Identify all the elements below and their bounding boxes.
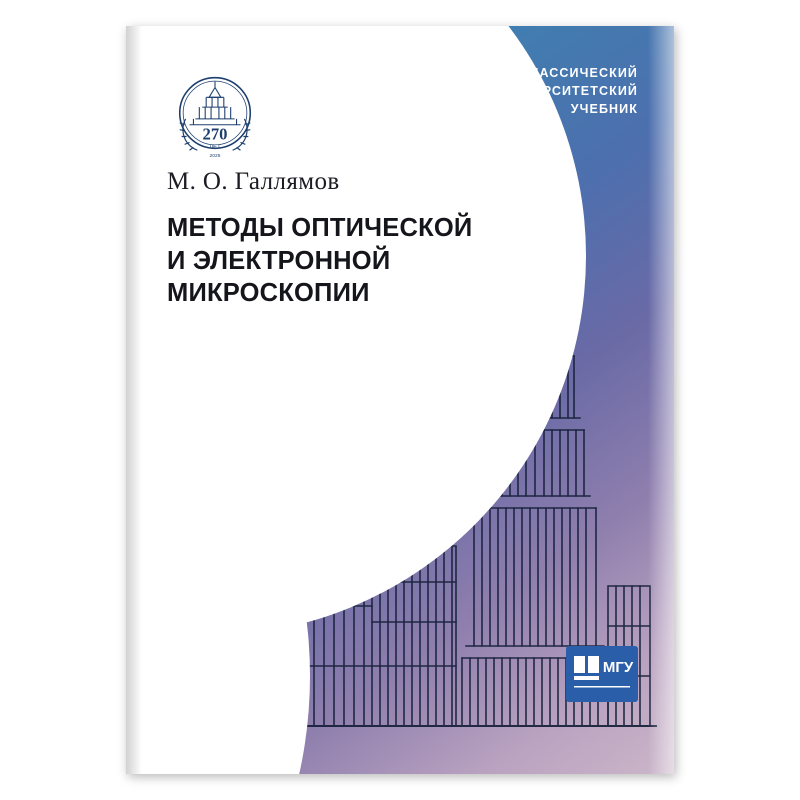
msu-270-anniversary-emblem bbox=[166, 64, 264, 162]
emblem-year: 2025 bbox=[209, 154, 221, 160]
msu-publishing-house-logo bbox=[566, 646, 638, 702]
emblem-sub: ЛЕТ bbox=[209, 144, 221, 151]
title-line-3: МИКРОСКОПИИ bbox=[167, 279, 370, 308]
author-name: М. О. Галлямов bbox=[167, 168, 340, 195]
emblem-number: 270 bbox=[202, 124, 228, 144]
series-label bbox=[494, 64, 638, 118]
series-line-3: УЧЕБНИК bbox=[570, 102, 638, 117]
book-cover bbox=[126, 26, 674, 774]
series-line-2: УНИВЕРСИТЕТСКИЙ bbox=[494, 84, 638, 99]
title-line-2: И ЭЛЕКТРОННОЙ bbox=[167, 246, 391, 275]
book-title bbox=[167, 212, 497, 310]
series-line-1: КЛАССИЧЕСКИЙ bbox=[520, 66, 638, 80]
publisher-logo-text: МГУ bbox=[602, 659, 634, 676]
title-line-1: МЕТОДЫ ОПТИЧЕСКОЙ bbox=[167, 214, 473, 242]
edge-highlight bbox=[648, 26, 674, 774]
